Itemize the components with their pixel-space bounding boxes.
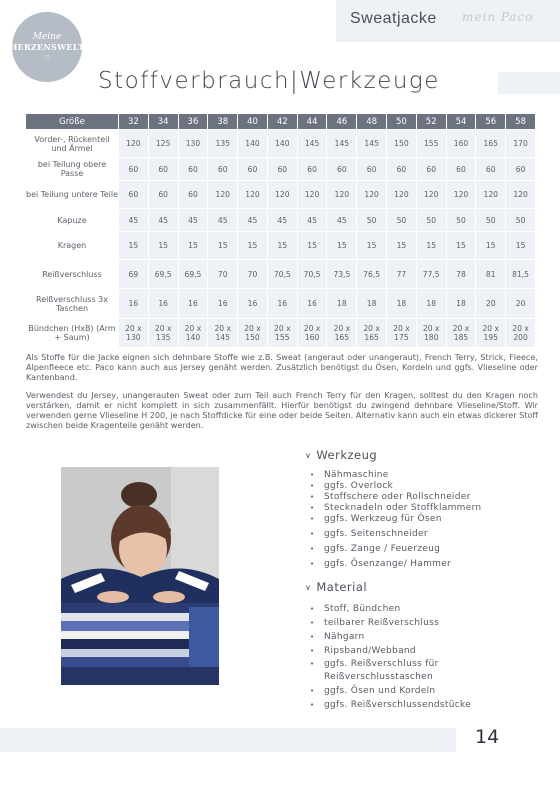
table-cell: 18: [327, 289, 357, 319]
table-cell: 69: [119, 260, 149, 289]
table-cell: 15: [297, 232, 327, 260]
table-cell: 120: [119, 130, 149, 158]
table-cell: 20 x 160: [297, 319, 327, 348]
table-cell: 140: [267, 130, 297, 158]
table-cell: 76,5: [357, 260, 387, 289]
list-item: • Ripsband/Webband: [310, 644, 471, 658]
title-accent-band: [498, 72, 560, 94]
heart-icon: ♡: [43, 53, 51, 63]
row-label: bei Teilung obere Passe: [26, 158, 119, 181]
table-row: [26, 209, 536, 232]
material-heading-text: Material: [316, 580, 368, 594]
table-cell: 150: [387, 130, 417, 158]
row-label: Vorder-, Rückenteil und Ärmel: [26, 130, 119, 158]
table-cell: 81,5: [506, 260, 536, 289]
table-cell: 15: [208, 232, 238, 260]
list-item: • ggfs. Zange / Feuerzeug: [310, 544, 481, 555]
table-cell: 20 x 200: [506, 319, 536, 348]
table-row: [26, 319, 536, 348]
table-cell: 145: [297, 130, 327, 158]
table-cell: 120: [297, 181, 327, 209]
table-cell: 50: [506, 209, 536, 232]
list-item: • Nähgarn: [310, 630, 471, 644]
list-item: • Stecknadeln oder Stoffklammern: [310, 503, 481, 514]
table-cell: 16: [267, 289, 297, 319]
table-cell: 20 x 145: [208, 319, 238, 348]
table-cell: 60: [416, 158, 446, 181]
table-cell: 70: [208, 260, 238, 289]
table-cell: 16: [238, 289, 268, 319]
size-header-cell: 48: [357, 114, 387, 130]
table-cell: 16: [148, 289, 178, 319]
fabric-consumption-table: [25, 113, 536, 348]
table-cell: 145: [357, 130, 387, 158]
material-heading: [305, 580, 367, 594]
row-label: Bündchen (HxB) (Arm + Saum): [26, 319, 119, 348]
table-cell: 15: [476, 232, 506, 260]
list-item: • ggfs. Ösen und Kordeln: [310, 684, 471, 698]
table-cell: 60: [357, 158, 387, 181]
table-cell: 77: [387, 260, 417, 289]
table-cell: 60: [446, 158, 476, 181]
table-cell: 120: [357, 181, 387, 209]
table-cell: 20 x 135: [148, 319, 178, 348]
table-cell: 120: [267, 181, 297, 209]
table-cell: 45: [208, 209, 238, 232]
collar-info-paragraph: Verwendest du Jersey, unangerauten Sweat oder zum Teil auch French Terry für den Kragen, solltest du den Kragen noch verstärken, damit er nicht komplett in sich zusammenfällt. Hierfür benötigst du zwingend dehnbare Vlieseline/Stoff. Wir verwenden gerne Vlieseline H 200, je nach Stoffdicke für eine oder beide Seiten. Alternativ kann auch ein etwas dickerer Stoff zwischen beide Kragenteile genäht werden.: [26, 390, 538, 430]
size-header-cell: 32: [119, 114, 149, 130]
table-cell: 70,5: [297, 260, 327, 289]
list-item: • ggfs. Reißverschluss für Reißverschlusstaschen: [310, 658, 444, 684]
size-header-cell: 44: [297, 114, 327, 130]
table-cell: 16: [119, 289, 149, 319]
size-header-cell: 34: [148, 114, 178, 130]
werkzeug-list: [310, 470, 481, 570]
table-cell: 155: [416, 130, 446, 158]
table-cell: 16: [208, 289, 238, 319]
table-cell: 20 x 175: [387, 319, 417, 348]
table-cell: 170: [506, 130, 536, 158]
chevron-down-icon: ∨: [305, 583, 312, 592]
model-photo: [61, 467, 219, 685]
table-cell: 60: [267, 158, 297, 181]
list-item: • Stoffschere oder Rollschneider: [310, 492, 481, 503]
table-cell: 50: [416, 209, 446, 232]
table-cell: 120: [446, 181, 476, 209]
page-title: Stoffverbrauch|Werkzeuge: [98, 68, 440, 94]
table-cell: 20 x 165: [327, 319, 357, 348]
table-cell: 45: [238, 209, 268, 232]
table-cell: 120: [416, 181, 446, 209]
table-cell: 16: [297, 289, 327, 319]
row-label: Kapuze: [26, 209, 119, 232]
table-cell: 60: [178, 158, 208, 181]
list-item: • Nähmaschine: [310, 470, 481, 481]
list-item: • ggfs. Ösenzange/ Hammer: [310, 559, 481, 570]
row-label: bei Teilung untere Teile: [26, 181, 119, 209]
table-cell: 15: [416, 232, 446, 260]
table-cell: 45: [267, 209, 297, 232]
table-cell: 77,5: [416, 260, 446, 289]
table-cell: 145: [327, 130, 357, 158]
size-header-cell: 46: [327, 114, 357, 130]
table-cell: 140: [238, 130, 268, 158]
table-cell: 20 x 140: [178, 319, 208, 348]
list-item: • ggfs. Seitenschneider: [310, 529, 481, 540]
logo-line-1: Meine: [32, 31, 62, 42]
header-script-text: mein Paco: [462, 10, 534, 24]
list-item: • Stoff, Bündchen: [310, 602, 471, 616]
list-item: • ggfs. Reißverschlussendstücke: [310, 698, 471, 712]
table-cell: 60: [238, 158, 268, 181]
table-cell: 15: [446, 232, 476, 260]
size-header-cell: 56: [476, 114, 506, 130]
table-cell: 18: [357, 289, 387, 319]
table-cell: 20 x 150: [238, 319, 268, 348]
table-row: [26, 130, 536, 158]
table-cell: 120: [387, 181, 417, 209]
table-cell: 120: [208, 181, 238, 209]
size-header-cell: Größe: [26, 114, 119, 130]
material-list: [310, 602, 471, 712]
table-row: [26, 289, 536, 319]
table-cell: 20 x 130: [119, 319, 149, 348]
table-row: [26, 260, 536, 289]
table-cell: 50: [387, 209, 417, 232]
table-cell: 120: [476, 181, 506, 209]
werkzeug-heading: [305, 448, 377, 462]
table-cell: 160: [446, 130, 476, 158]
table-cell: 20 x 180: [416, 319, 446, 348]
table-cell: 135: [208, 130, 238, 158]
size-header-cell: 40: [238, 114, 268, 130]
table-cell: 45: [178, 209, 208, 232]
list-item: • teilbarer Reißverschluss: [310, 616, 471, 630]
table-cell: 50: [357, 209, 387, 232]
table-cell: 15: [327, 232, 357, 260]
table-cell: 120: [327, 181, 357, 209]
table-cell: 130: [178, 130, 208, 158]
table-cell: 60: [208, 158, 238, 181]
size-header-cell: 52: [416, 114, 446, 130]
brand-logo: [9, 12, 85, 82]
chevron-down-icon: ∨: [305, 451, 312, 460]
table-cell: 60: [506, 158, 536, 181]
table-cell: 165: [476, 130, 506, 158]
table-cell: 60: [387, 158, 417, 181]
table-cell: 45: [297, 209, 327, 232]
table-cell: 78: [446, 260, 476, 289]
page-number: 14: [475, 726, 500, 748]
table-cell: 125: [148, 130, 178, 158]
footer-band: [0, 728, 456, 752]
table-cell: 15: [267, 232, 297, 260]
table-cell: 50: [476, 209, 506, 232]
size-header-cell: 38: [208, 114, 238, 130]
table-cell: 18: [446, 289, 476, 319]
table-cell: 15: [238, 232, 268, 260]
table-cell: 15: [357, 232, 387, 260]
table-cell: 70: [238, 260, 268, 289]
table-cell: 60: [297, 158, 327, 181]
table-cell: 60: [178, 181, 208, 209]
table-cell: 20 x 155: [267, 319, 297, 348]
table-cell: 20 x 185: [446, 319, 476, 348]
table-cell: 120: [506, 181, 536, 209]
table-row: [26, 181, 536, 209]
table-cell: 20: [476, 289, 506, 319]
table-cell: 60: [327, 158, 357, 181]
table-cell: 45: [148, 209, 178, 232]
table-cell: 45: [119, 209, 149, 232]
table-cell: 20 x 195: [476, 319, 506, 348]
row-label: Reißverschluss 3x Taschen: [26, 289, 119, 319]
table-cell: 73,5: [327, 260, 357, 289]
table-cell: 81: [476, 260, 506, 289]
row-label: Kragen: [26, 232, 119, 260]
fabric-info-paragraph: Als Stoffe für die Jacke eignen sich dehnbare Stoffe wie z.B. Sweat (angeraut oder unangeraut), French Terry, Strick, Fleece, Alpenfleece etc. Paco kann auch aus Jersey genäht werden. Zusätzlich benötigst du Ösen, Kordeln und ggfs. Vlieseline oder Kantenband.: [26, 352, 538, 382]
table-cell: 60: [119, 181, 149, 209]
table-cell: 120: [238, 181, 268, 209]
table-cell: 15: [148, 232, 178, 260]
list-item: • ggfs. Overlock: [310, 481, 481, 492]
table-cell: 60: [476, 158, 506, 181]
table-cell: 20: [506, 289, 536, 319]
size-header-cell: 50: [387, 114, 417, 130]
table-cell: 50: [446, 209, 476, 232]
header-title: Sweatjacke: [350, 10, 437, 27]
table-cell: 15: [387, 232, 417, 260]
table-cell: 60: [119, 158, 149, 181]
werkzeug-heading-text: Werkzeug: [316, 448, 378, 462]
table-row: [26, 158, 536, 181]
table-cell: 16: [178, 289, 208, 319]
table-cell: 69,5: [148, 260, 178, 289]
table-cell: 20 x 165: [357, 319, 387, 348]
size-header-cell: 54: [446, 114, 476, 130]
size-header-cell: 36: [178, 114, 208, 130]
table-cell: 18: [387, 289, 417, 319]
size-header-cell: 58: [506, 114, 536, 130]
table-cell: 15: [506, 232, 536, 260]
table-cell: 15: [178, 232, 208, 260]
row-label: Reißverschluss: [26, 260, 119, 289]
table-row: [26, 232, 536, 260]
logo-line-2: HERZENSWELT: [9, 41, 85, 52]
table-cell: 18: [416, 289, 446, 319]
size-header-cell: 42: [267, 114, 297, 130]
list-item: • ggfs. Werkzeug für Ösen: [310, 514, 481, 525]
table-cell: 69,5: [178, 260, 208, 289]
table-cell: 70,5: [267, 260, 297, 289]
table-cell: 60: [148, 158, 178, 181]
table-cell: 60: [148, 181, 178, 209]
table-cell: 45: [327, 209, 357, 232]
table-cell: 15: [119, 232, 149, 260]
table-header-row: [26, 114, 536, 130]
